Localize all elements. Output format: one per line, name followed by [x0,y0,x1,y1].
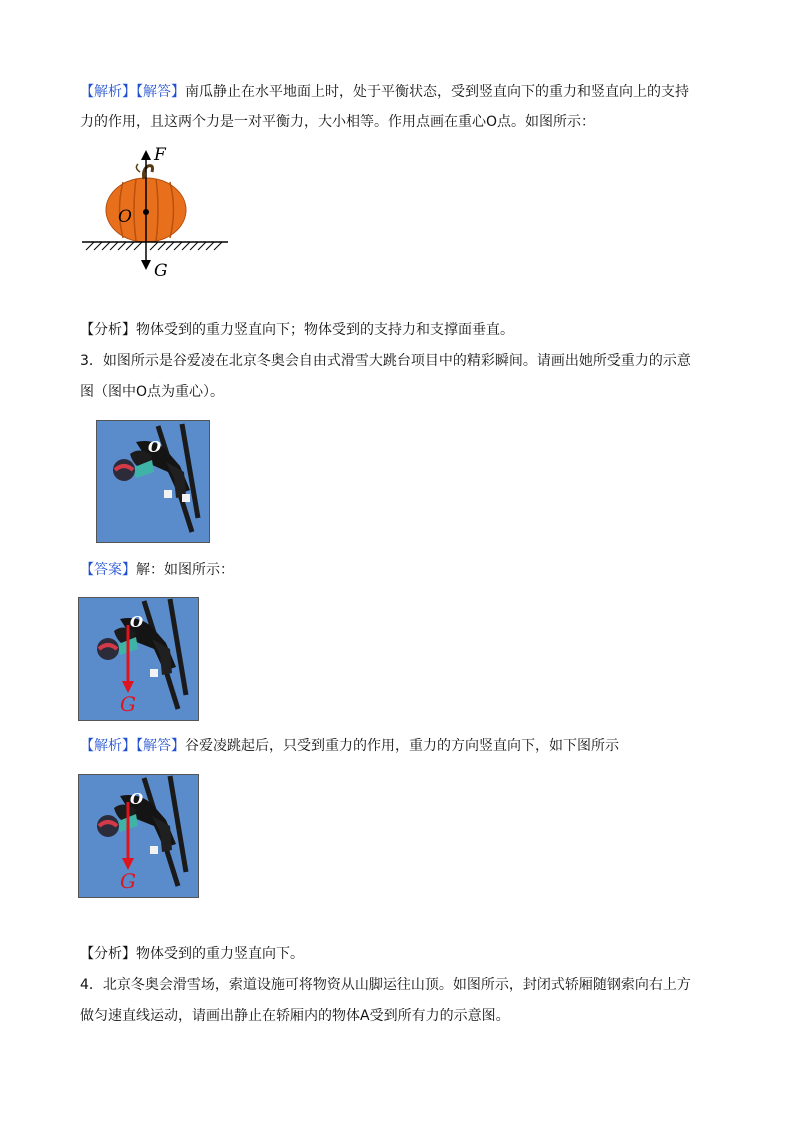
question-3-line2: 图（图中O点为重心）。 [80,384,225,400]
analysis-note-2 [80,944,304,964]
analysis-text: 谷爱凌跳起后，只受到重力的作用，重力的方向竖直向下，如下图所示 [185,738,619,754]
analysis-paragraph-line1 [80,82,689,102]
label-O: O [148,438,162,456]
answer-tag: 【答案】 [80,562,136,578]
ground-surface [82,242,228,250]
label-F: F [154,145,166,165]
label-G: G [154,261,168,281]
analysis-note-tag: 【分析】 [80,946,136,962]
pumpkin-force-diagram [78,142,238,282]
label-O: O [130,790,144,808]
label-O: O [118,207,132,227]
skier-photo-solution [78,774,199,898]
answer-line [80,560,234,580]
analysis-text: 南瓜静止在水平地面上时，处于平衡状态，受到竖直向下的重力和竖直向上的支持 [185,84,689,100]
question-4-line1: 4．北京冬奥会滑雪场，索道设施可将物资从山脚运往山顶。如图所示，封闭式轿厢随钢索向右上方 [80,977,691,993]
analysis-note-text: 物体受到的重力竖直向下。 [136,946,304,962]
analysis-paragraph-2 [80,736,619,756]
center-of-gravity-point [143,209,149,215]
analysis-tag: 【解析】【解答】 [80,84,185,100]
skier-photo-answer [78,597,199,721]
analysis-note-text: 物体受到的重力竖直向下；物体受到的支持力和支撑面垂直。 [136,322,514,338]
label-O: O [130,613,144,631]
question-4-line2: 做匀速直线运动，请画出静止在轿厢内的物体A受到所有力的示意图。 [80,1008,510,1024]
question-3-line1: 3．如图所示是谷爱凌在北京冬奥会自由式滑雪大跳台项目中的精彩瞬间。请画出她所受重力的示意 [80,353,691,369]
label-G: G [120,692,136,716]
analysis-note-1 [80,320,514,340]
analysis-paragraph-line2: 力的作用，且这两个力是一对平衡力，大小相等。作用点画在重心O点。如图所示： [80,114,596,130]
analysis-tag: 【解析】【解答】 [80,738,185,754]
label-G: G [120,869,136,893]
skier-photo-question [96,420,210,543]
answer-text: 解：如图所示： [136,562,234,578]
analysis-note-tag: 【分析】 [80,322,136,338]
